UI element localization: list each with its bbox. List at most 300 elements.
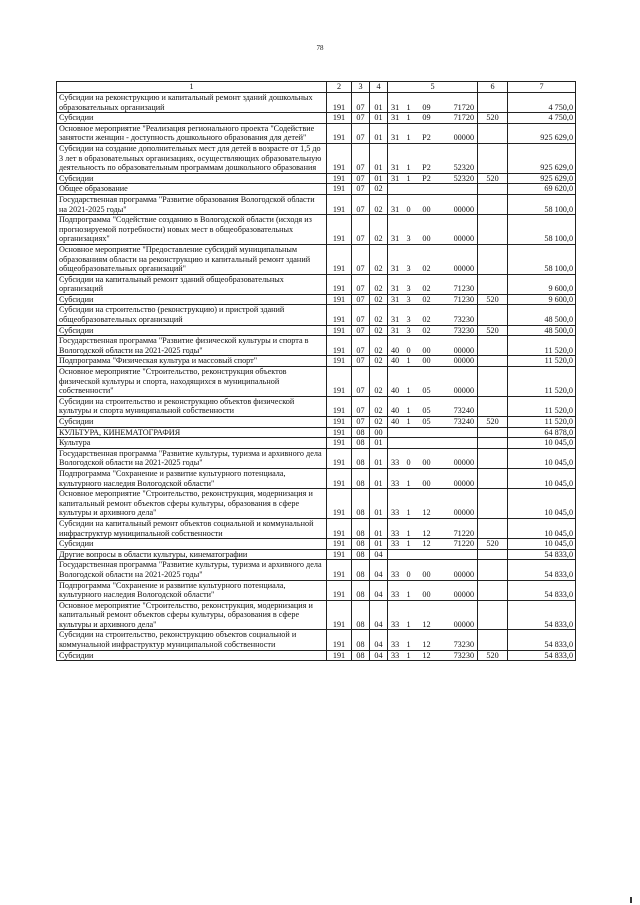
cell-name: Субсидии: [57, 113, 327, 124]
cell-c5c: 00: [416, 194, 438, 214]
cell-c5a: 33: [388, 489, 402, 519]
cell-c5c: 05: [416, 367, 438, 397]
cell-c5d: 00000: [438, 244, 478, 274]
cell-c6: [478, 194, 508, 214]
cell-name: Субсидии на капитальный ремонт объектов социальной и коммунальной инфраструктур муниципальной собственности: [57, 518, 327, 538]
table-row: [57, 600, 576, 630]
cell-c2: 191: [327, 417, 352, 428]
cell-c5c: 02: [416, 294, 438, 305]
cell-c3: 08: [352, 468, 370, 488]
table-row: [57, 274, 576, 294]
cell-c7: 10 045,0: [508, 438, 576, 449]
cell-name: Подпрограмма "Сохранение и развитие культурного потенциала, культурного наследия Вологодской области": [57, 580, 327, 600]
cell-c3: 08: [352, 650, 370, 661]
table-header-row: [57, 82, 576, 93]
cell-c5b: 3: [402, 244, 416, 274]
cell-c5a: 40: [388, 367, 402, 397]
cell-c3: 07: [352, 123, 370, 143]
cell-c5c: 12: [416, 630, 438, 650]
cell-c2: 191: [327, 630, 352, 650]
cell-c2: 191: [327, 123, 352, 143]
cell-c3: 07: [352, 274, 370, 294]
cell-c5d: 00000: [438, 600, 478, 630]
table-row: [57, 396, 576, 416]
cell-c3: 08: [352, 518, 370, 538]
cell-c6: [478, 549, 508, 560]
cell-name: Субсидии на капитальный ремонт зданий общеобразовательных организаций: [57, 274, 327, 294]
cell-c5a: 31: [388, 113, 402, 124]
cell-c5a: 33: [388, 560, 402, 580]
cell-c6: [478, 448, 508, 468]
cell-c2: 191: [327, 396, 352, 416]
cell-c4: 02: [370, 325, 388, 336]
cell-c4: 04: [370, 650, 388, 661]
cell-c6: 520: [478, 539, 508, 550]
cell-name: Основное мероприятие "Строительство, реконструкция, модернизация и капитальный ремонт объектов сферы культуры, образования в сфере культуры и архивного дела": [57, 600, 327, 630]
cell-c3: 08: [352, 448, 370, 468]
cell-c6: [478, 468, 508, 488]
cell-c7: 54 833,0: [508, 560, 576, 580]
cell-c5a: 31: [388, 123, 402, 143]
cell-c5a: 33: [388, 468, 402, 488]
cell-c4: 01: [370, 113, 388, 124]
cell-c2: 191: [327, 173, 352, 184]
cell-c5b: 0: [402, 448, 416, 468]
table-row: [57, 539, 576, 550]
cell-c5c: 12: [416, 489, 438, 519]
cell-c5a: [388, 438, 402, 449]
cell-c4: 02: [370, 305, 388, 325]
table-row: [57, 630, 576, 650]
header-col-4: 4: [370, 82, 388, 93]
cell-c7: 54 833,0: [508, 600, 576, 630]
cell-c2: 191: [327, 143, 352, 173]
cell-c5b: [402, 549, 416, 560]
header-col-7: 7: [508, 82, 576, 93]
cell-c5b: 1: [402, 518, 416, 538]
cell-name: Субсидии на создание дополнительных мест для детей в возрасте от 1,5 до 3 лет в образовательных организациях, осуществляющих образовательную деятельность по образовательным программам дошкольного образования: [57, 143, 327, 173]
cell-c5b: 1: [402, 93, 416, 113]
cell-name: Субсидии на строительство и реконструкцию объектов физической культуры и спорта муниципальной собственности: [57, 396, 327, 416]
cell-c4: 01: [370, 489, 388, 519]
cell-c5b: [402, 184, 416, 195]
cell-c2: 191: [327, 438, 352, 449]
cell-c4: 04: [370, 630, 388, 650]
cell-c5b: 0: [402, 560, 416, 580]
cell-c6: 520: [478, 325, 508, 336]
cell-c6: [478, 560, 508, 580]
cell-c7: 58 100,0: [508, 215, 576, 245]
cell-c4: 02: [370, 244, 388, 274]
table-row: [57, 336, 576, 356]
cell-c5d: 71220: [438, 518, 478, 538]
cell-c5b: 1: [402, 539, 416, 550]
cell-c4: 01: [370, 448, 388, 468]
cell-c4: 01: [370, 518, 388, 538]
cell-c6: [478, 630, 508, 650]
cell-c5b: 1: [402, 123, 416, 143]
cell-c5d: 73230: [438, 650, 478, 661]
cell-c5c: 00: [416, 336, 438, 356]
cell-c6: 520: [478, 294, 508, 305]
cell-c5a: 33: [388, 539, 402, 550]
cell-name: Государственная программа "Развитие культуры, туризма и архивного дела Вологодской области на 2021-2025 годы": [57, 560, 327, 580]
cell-c5b: 1: [402, 143, 416, 173]
table-row: [57, 143, 576, 173]
cell-c2: 191: [327, 294, 352, 305]
table-row: [57, 417, 576, 428]
cell-c7: 54 833,0: [508, 580, 576, 600]
table-row: [57, 294, 576, 305]
cell-name: Субсидии: [57, 173, 327, 184]
cell-c4: 02: [370, 294, 388, 305]
cell-c2: 191: [327, 305, 352, 325]
cell-c5b: 3: [402, 274, 416, 294]
cell-c7: 10 045,0: [508, 489, 576, 519]
table-row: [57, 93, 576, 113]
cell-c4: 01: [370, 539, 388, 550]
cell-c3: 07: [352, 143, 370, 173]
cell-c5c: 00: [416, 356, 438, 367]
cell-c5d: 00000: [438, 560, 478, 580]
cell-c5a: 40: [388, 336, 402, 356]
cell-c2: 191: [327, 113, 352, 124]
cell-c5a: [388, 184, 402, 195]
cell-name: Подпрограмма "Физическая культура и массовый спорт": [57, 356, 327, 367]
cell-c6: [478, 123, 508, 143]
cell-name: Другие вопросы в области культуры, кинематографии: [57, 549, 327, 560]
cell-c5b: 1: [402, 468, 416, 488]
cell-c7: 58 100,0: [508, 194, 576, 214]
cell-c2: 191: [327, 560, 352, 580]
cell-c6: [478, 600, 508, 630]
cell-c3: 07: [352, 194, 370, 214]
cell-c7: 54 833,0: [508, 549, 576, 560]
cell-c5a: 33: [388, 600, 402, 630]
cell-c5d: 00000: [438, 468, 478, 488]
cell-c5d: 00000: [438, 356, 478, 367]
cell-c4: 02: [370, 356, 388, 367]
cell-c5a: 33: [388, 518, 402, 538]
cell-c5c: 12: [416, 539, 438, 550]
cell-c6: [478, 215, 508, 245]
cell-c5d: [438, 184, 478, 195]
cell-c7: 54 833,0: [508, 650, 576, 661]
cell-c6: [478, 367, 508, 397]
cell-c5a: 31: [388, 274, 402, 294]
cell-c7: 9 600,0: [508, 294, 576, 305]
cell-c5b: 1: [402, 173, 416, 184]
cell-c5b: 1: [402, 650, 416, 661]
table-row: [57, 113, 576, 124]
cell-name: КУЛЬТУРА, КИНЕМАТОГРАФИЯ: [57, 427, 327, 438]
cell-c2: 191: [327, 244, 352, 274]
cell-c2: 191: [327, 549, 352, 560]
cell-c4: 04: [370, 600, 388, 630]
cell-c6: 520: [478, 113, 508, 124]
cell-c3: 07: [352, 417, 370, 428]
cell-c5d: 73240: [438, 396, 478, 416]
cell-c3: 07: [352, 215, 370, 245]
cell-c2: 191: [327, 215, 352, 245]
cell-c3: 07: [352, 305, 370, 325]
cell-c5b: 1: [402, 356, 416, 367]
cell-c2: 191: [327, 274, 352, 294]
cell-name: Основное мероприятие "Предоставление субсидий муниципальным образованиям области на реконструкцию и капитальный ремонт зданий общеобразовательных организаций": [57, 244, 327, 274]
cell-c6: [478, 305, 508, 325]
cell-c5b: 1: [402, 417, 416, 428]
cell-c5b: 1: [402, 367, 416, 397]
cell-c5d: 00000: [438, 123, 478, 143]
cell-c5b: 0: [402, 336, 416, 356]
cell-c2: 191: [327, 580, 352, 600]
table-row: [57, 549, 576, 560]
cell-c3: 07: [352, 113, 370, 124]
cell-c6: [478, 580, 508, 600]
cell-c5b: 1: [402, 600, 416, 630]
cell-c2: 191: [327, 194, 352, 214]
cell-name: Субсидии на реконструкцию и капитальный ремонт зданий дошкольных образовательных организаций: [57, 93, 327, 113]
cell-c6: 520: [478, 173, 508, 184]
cell-c7: 69 620,0: [508, 184, 576, 195]
cell-c2: 191: [327, 600, 352, 630]
cell-c5a: 31: [388, 215, 402, 245]
cell-c5c: P2: [416, 123, 438, 143]
cell-c7: 11 520,0: [508, 367, 576, 397]
cell-c2: 191: [327, 93, 352, 113]
cell-name: Субсидии: [57, 417, 327, 428]
cell-c6: [478, 336, 508, 356]
cell-c5b: 1: [402, 396, 416, 416]
table-row: [57, 518, 576, 538]
cell-c5d: [438, 427, 478, 438]
cell-c5c: 02: [416, 274, 438, 294]
cell-c5a: 33: [388, 630, 402, 650]
cell-c7: 64 878,0: [508, 427, 576, 438]
cell-c5c: 00: [416, 215, 438, 245]
cell-c5a: 31: [388, 244, 402, 274]
cell-c4: 01: [370, 143, 388, 173]
cell-c5c: [416, 427, 438, 438]
cell-c7: 58 100,0: [508, 244, 576, 274]
table-row: [57, 448, 576, 468]
cell-c7: 10 045,0: [508, 518, 576, 538]
cell-name: Государственная программа "Развитие физической культуры и спорта в Вологодской области на 2021-2025 годы": [57, 336, 327, 356]
cell-c4: 04: [370, 580, 388, 600]
cell-c5d: 52320: [438, 173, 478, 184]
cell-c5d: 00000: [438, 580, 478, 600]
cell-c2: 191: [327, 356, 352, 367]
cell-c5d: 00000: [438, 367, 478, 397]
cell-c4: 02: [370, 215, 388, 245]
table-row: [57, 468, 576, 488]
cell-c5c: 09: [416, 93, 438, 113]
cell-c6: [478, 143, 508, 173]
cell-c5d: 00000: [438, 448, 478, 468]
cell-c4: 02: [370, 336, 388, 356]
cell-c5b: [402, 427, 416, 438]
cell-c6: [478, 93, 508, 113]
cell-c3: 07: [352, 356, 370, 367]
table-row: [57, 305, 576, 325]
cell-c4: 01: [370, 468, 388, 488]
cell-c2: 191: [327, 489, 352, 519]
cell-c7: 54 833,0: [508, 630, 576, 650]
cell-c5d: 73230: [438, 305, 478, 325]
cell-c3: 07: [352, 294, 370, 305]
cell-c5c: 00: [416, 580, 438, 600]
cell-c5c: 12: [416, 650, 438, 661]
cell-c5a: 33: [388, 580, 402, 600]
cell-c5a: 33: [388, 448, 402, 468]
header-col-6: 6: [478, 82, 508, 93]
cell-name: Государственная программа "Развитие культуры, туризма и архивного дела Вологодской области на 2021-2025 годы": [57, 448, 327, 468]
cell-c7: 11 520,0: [508, 417, 576, 428]
cell-c5b: [402, 438, 416, 449]
cell-c3: 08: [352, 580, 370, 600]
cell-c5c: 02: [416, 325, 438, 336]
cell-c5d: [438, 438, 478, 449]
cell-c4: 04: [370, 560, 388, 580]
cell-c5c: 12: [416, 600, 438, 630]
header-col-3: 3: [352, 82, 370, 93]
cell-c4: 01: [370, 93, 388, 113]
cell-c4: 01: [370, 173, 388, 184]
cell-c7: 10 045,0: [508, 468, 576, 488]
cell-c7: 48 500,0: [508, 305, 576, 325]
cell-c4: 04: [370, 549, 388, 560]
cell-c2: 191: [327, 539, 352, 550]
cell-c5c: 12: [416, 518, 438, 538]
cell-c5a: 31: [388, 194, 402, 214]
cell-c3: 08: [352, 438, 370, 449]
cell-name: Субсидии: [57, 539, 327, 550]
cell-c2: 191: [327, 427, 352, 438]
cell-c6: [478, 184, 508, 195]
cell-c5b: 1: [402, 580, 416, 600]
cell-c5d: 71720: [438, 93, 478, 113]
cell-c3: 08: [352, 427, 370, 438]
cell-c5c: 09: [416, 113, 438, 124]
cell-c5b: 1: [402, 113, 416, 124]
cell-c7: 48 500,0: [508, 325, 576, 336]
table-body: [57, 82, 576, 661]
cell-c5a: [388, 427, 402, 438]
cell-name: Субсидии: [57, 325, 327, 336]
cell-name: Подпрограмма "Сохранение и развитие культурного потенциала, культурного наследия Вологодской области": [57, 468, 327, 488]
cell-c4: 01: [370, 123, 388, 143]
table-row: [57, 367, 576, 397]
cell-c4: 02: [370, 367, 388, 397]
cell-c3: 08: [352, 630, 370, 650]
cell-name: Основное мероприятие "Реализация регионального проекта "Содействие занятости женщин - доступность дошкольного образования для детей": [57, 123, 327, 143]
cell-c3: 08: [352, 549, 370, 560]
cell-c5a: 40: [388, 417, 402, 428]
cell-c5d: 00000: [438, 336, 478, 356]
edge-mark: [630, 897, 632, 903]
cell-c5a: 31: [388, 325, 402, 336]
cell-c5b: 3: [402, 215, 416, 245]
cell-c5a: [388, 549, 402, 560]
table-row: [57, 560, 576, 580]
cell-name: Основное мероприятие "Строительство, реконструкция объектов физической культуры и спорта, находящихся в муниципальной собственности": [57, 367, 327, 397]
cell-c5d: 71220: [438, 539, 478, 550]
cell-c3: 07: [352, 184, 370, 195]
cell-c7: 4 750,0: [508, 113, 576, 124]
cell-c6: [478, 518, 508, 538]
cell-name: Субсидии на строительство (реконструкцию) и пристрой зданий общеобразовательных организаций: [57, 305, 327, 325]
cell-name: Субсидии: [57, 294, 327, 305]
cell-c3: 08: [352, 600, 370, 630]
cell-c5d: 71230: [438, 274, 478, 294]
cell-c7: 11 520,0: [508, 396, 576, 416]
cell-c4: 02: [370, 184, 388, 195]
cell-c6: [478, 356, 508, 367]
cell-c7: 9 600,0: [508, 274, 576, 294]
cell-name: Культура: [57, 438, 327, 449]
cell-c5a: 31: [388, 173, 402, 184]
cell-c7: 925 629,0: [508, 173, 576, 184]
cell-c3: 08: [352, 560, 370, 580]
cell-c5b: 1: [402, 630, 416, 650]
cell-c5c: [416, 184, 438, 195]
cell-c5a: 31: [388, 294, 402, 305]
cell-c2: 191: [327, 336, 352, 356]
cell-c6: 520: [478, 650, 508, 661]
header-col-5: 5: [388, 82, 478, 93]
header-col-1: 1: [57, 82, 327, 93]
table-row: [57, 244, 576, 274]
cell-name: Подпрограмма "Содействие созданию в Вологодской области (исходя из прогнозируемой потребности) новых мест в общеобразовательных организациях": [57, 215, 327, 245]
cell-c5d: 73240: [438, 417, 478, 428]
cell-c5d: 71230: [438, 294, 478, 305]
cell-c4: 02: [370, 396, 388, 416]
cell-c4: 01: [370, 438, 388, 449]
cell-c3: 07: [352, 336, 370, 356]
cell-c3: 07: [352, 93, 370, 113]
table-row: [57, 580, 576, 600]
cell-c5c: 02: [416, 305, 438, 325]
cell-c3: 07: [352, 173, 370, 184]
cell-c6: [478, 274, 508, 294]
table-row: [57, 184, 576, 195]
cell-c7: 925 629,0: [508, 143, 576, 173]
cell-c5a: 31: [388, 93, 402, 113]
cell-c7: 10 045,0: [508, 448, 576, 468]
cell-c4: 02: [370, 274, 388, 294]
table-row: [57, 356, 576, 367]
table-row: [57, 650, 576, 661]
cell-c5d: 00000: [438, 489, 478, 519]
cell-c2: 191: [327, 367, 352, 397]
cell-c7: 4 750,0: [508, 93, 576, 113]
cell-c7: 10 045,0: [508, 539, 576, 550]
cell-name: Общее образование: [57, 184, 327, 195]
cell-c3: 07: [352, 367, 370, 397]
cell-c6: [478, 396, 508, 416]
cell-c5d: 00000: [438, 194, 478, 214]
cell-c2: 191: [327, 325, 352, 336]
cell-c3: 07: [352, 244, 370, 274]
cell-c5c: 00: [416, 448, 438, 468]
cell-c5c: 00: [416, 468, 438, 488]
cell-c5d: 73230: [438, 630, 478, 650]
table-row: [57, 215, 576, 245]
cell-c5a: 33: [388, 650, 402, 661]
cell-c5c: [416, 438, 438, 449]
cell-c5c: P2: [416, 143, 438, 173]
cell-c4: 00: [370, 427, 388, 438]
